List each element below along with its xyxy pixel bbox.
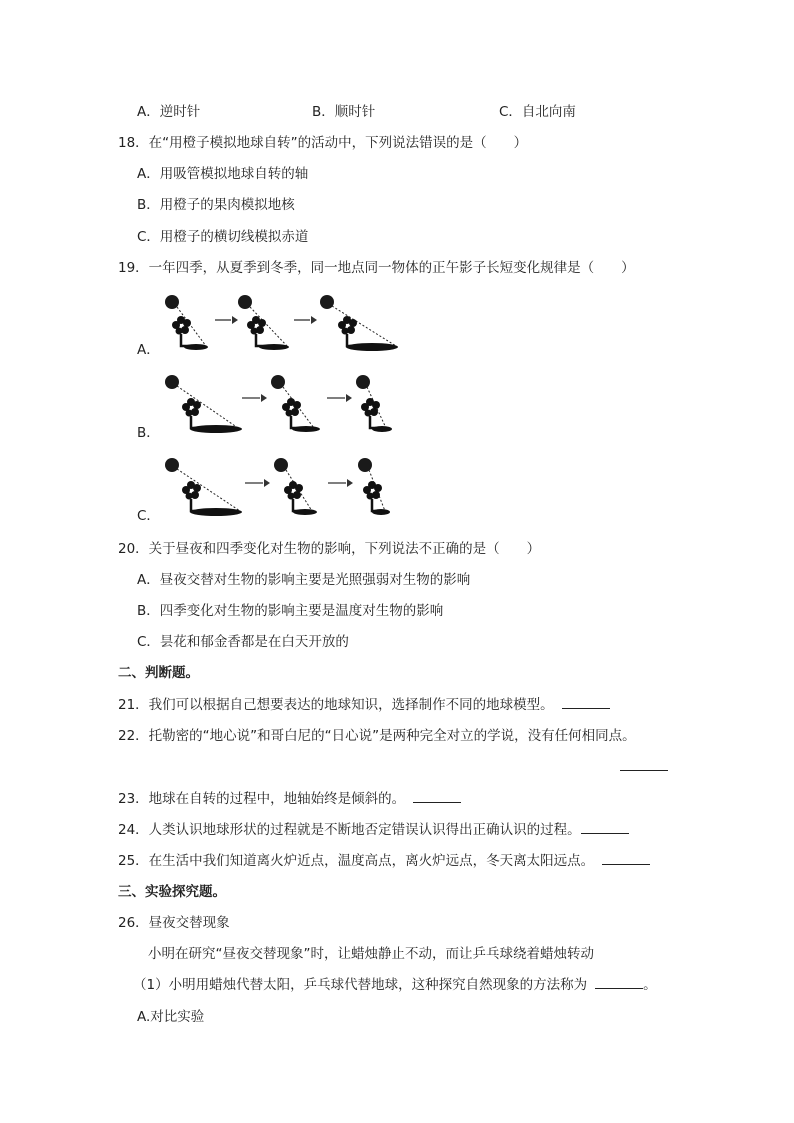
q19-figure-b — [160, 372, 406, 436]
q22-answer-line — [620, 758, 668, 776]
q21-text: 21．我们可以根据自己想要表达的地球知识，选择制作不同的地球模型。 — [118, 697, 554, 713]
q21-answer-blank[interactable] — [562, 696, 610, 709]
q24-text: 24．人类认识地球形状的过程就是不断地否定错误认识得出正确认识的过程。 — [118, 822, 581, 838]
q24-answer-blank[interactable] — [581, 821, 629, 834]
q22-text: 22．托勒密的“地心说”和哥白尼的“日心说”是两种完全对立的学说，没有任何相同点。 — [118, 728, 636, 744]
q17-option-c: C．自北向南 — [499, 104, 576, 120]
q18-option-b: B．用橙子的果肉模拟地核 — [137, 197, 295, 213]
q23-text: 23．地球在自转的过程中，地轴始终是倾斜的。 — [118, 791, 406, 807]
q26-sub1-end: 。 — [643, 977, 657, 993]
section-2-heading: 二、判断题。 — [118, 665, 199, 681]
q26-sub1-answer-blank[interactable] — [595, 976, 643, 989]
q26-intro: 小明在研究“昼夜交替现象”时，让蜡烛静止不动，而让乒乓球绕着蜡烛转动 — [148, 946, 594, 962]
section-3-heading: 三、实验探究题。 — [118, 884, 226, 900]
q17-option-a: A．逆时针 — [137, 104, 201, 120]
q22-answer-blank[interactable] — [620, 758, 668, 771]
q26-title: 26．昼夜交替现象 — [118, 915, 230, 931]
q18-option-c: C．用橙子的横切线模拟赤道 — [137, 229, 309, 245]
q17-option-b: B．顺时针 — [312, 104, 376, 120]
q18-option-a: A．用吸管模拟地球自转的轴 — [137, 166, 309, 182]
q19-option-c-label: C． — [137, 508, 160, 524]
q20-option-c: C．昙花和郁金香都是在白天开放的 — [137, 634, 349, 650]
q20-option-b: B．四季变化对生物的影响主要是温度对生物的影响 — [137, 603, 444, 619]
q19-figure-a — [160, 290, 406, 354]
q24 — [118, 821, 629, 839]
q25 — [118, 852, 650, 870]
q26-option-a: A.对比实验 — [137, 1009, 205, 1025]
q26-sub1-text: （1）小明用蜡烛代替太阳，乒乓球代替地球，这种探究自然现象的方法称为 — [133, 977, 588, 993]
q21 — [118, 696, 610, 714]
q19-option-b-label: B． — [137, 425, 160, 441]
q26-sub1 — [133, 976, 657, 994]
q23 — [118, 790, 461, 808]
q25-text: 25．在生活中我们知道离火炉近点，温度高点，离火炉远点，冬天离太阳远点。 — [118, 853, 595, 869]
q18-stem: 18．在“用橙子模拟地球自转”的活动中，下列说法错误的是（ ） — [118, 135, 528, 151]
q23-answer-blank[interactable] — [413, 790, 461, 803]
q19-option-a-label: A． — [137, 342, 160, 358]
q19-stem: 19．一年四季，从夏季到冬季，同一地点同一物体的正午影子长短变化规律是（ ） — [118, 260, 635, 276]
q19-figure-c — [160, 455, 406, 519]
q25-answer-blank[interactable] — [602, 852, 650, 865]
q20-stem: 20．关于昼夜和四季变化对生物的影响，下列说法不正确的是（ ） — [118, 541, 541, 557]
q20-option-a: A．昼夜交替对生物的影响主要是光照强弱对生物的影响 — [137, 572, 471, 588]
